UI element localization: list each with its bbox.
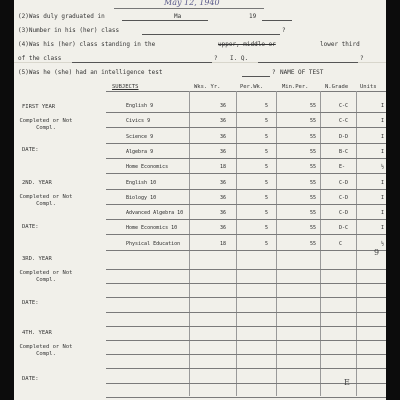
- year-date: DATE:: [22, 376, 39, 382]
- row-rule: [106, 173, 386, 174]
- cell-wks: 36: [220, 210, 227, 217]
- question-mark: ?: [272, 69, 276, 76]
- empty-row-rule: [106, 397, 386, 398]
- cell-units: ½: [381, 240, 385, 247]
- record-sheet: [14, 0, 386, 400]
- cell-min: 55: [310, 194, 317, 201]
- cell-grade: C-D: [339, 210, 349, 217]
- year-date: DATE:: [22, 147, 39, 153]
- year-date: DATE:: [22, 300, 39, 306]
- empty-row-rule: [106, 269, 386, 270]
- cell-subject: Civics 9: [126, 118, 151, 125]
- row-rule: [106, 127, 386, 128]
- question-mark: ?: [360, 55, 364, 62]
- cell-subject: Physical Education: [126, 240, 181, 247]
- cell-units: I: [381, 179, 385, 186]
- cell-grade: C-D: [339, 179, 349, 186]
- cell-subject: Home Economics 10: [126, 225, 178, 232]
- handwritten-date: May 12, 1940: [164, 0, 220, 7]
- cell-subject: Science 9: [126, 133, 154, 140]
- standing-line2: of the class: [18, 55, 62, 62]
- graduated-label: (2)Was duly graduated in: [18, 13, 105, 20]
- year-status: Completed or Not Compl.: [19, 270, 73, 283]
- row-rule: [106, 112, 386, 113]
- cell-per: 5: [265, 133, 269, 140]
- cell-units: I: [381, 194, 385, 201]
- col-grade: N.Grade: [325, 84, 349, 90]
- cell-units: ½: [381, 164, 385, 171]
- row-rule: [106, 219, 386, 220]
- cell-units: I: [381, 103, 385, 109]
- table-row: [14, 208, 386, 222]
- intel-test-label: (5)Was he (she) had an intelligence test: [18, 69, 163, 76]
- bottom-mark: E: [344, 378, 350, 387]
- table-row: [14, 178, 386, 192]
- year-status: Completed or Not Compl.: [19, 118, 73, 131]
- test-name-label: NAME OF TEST: [280, 69, 324, 76]
- cell-subject: Biology 10: [126, 194, 157, 201]
- row-rule: [106, 158, 386, 159]
- row-rule: [106, 204, 386, 205]
- cell-min: 55: [310, 148, 317, 155]
- col-min: Min.Per.: [282, 84, 309, 90]
- header-rule: [106, 91, 386, 92]
- table-row: [14, 101, 386, 115]
- intel-test-line: [242, 76, 270, 77]
- cell-subject: Advanced Algebra 10: [126, 210, 184, 217]
- cell-min: 55: [310, 225, 317, 232]
- cell-min: 55: [310, 210, 317, 217]
- class-number-label: (3)Number in his (her) class: [18, 27, 120, 34]
- cell-grade: D-C: [339, 225, 349, 232]
- empty-row-rule: [106, 283, 386, 284]
- cell-min: 55: [310, 179, 317, 186]
- table-row: [14, 147, 386, 161]
- cell-grade: E-: [339, 164, 346, 171]
- cell-units: I: [381, 118, 385, 125]
- table-row: [14, 193, 386, 207]
- cell-wks: 36: [220, 103, 227, 109]
- empty-row-rule: [106, 340, 386, 341]
- graduated-month: Ma: [174, 13, 182, 20]
- graduated-line: [122, 20, 208, 21]
- graduated-year-line: [262, 20, 292, 21]
- year-date: DATE:: [22, 224, 39, 230]
- row-rule: [106, 143, 386, 144]
- col-wks: Wks. Yr.: [194, 84, 221, 90]
- year-status: Completed or Not Compl.: [19, 344, 73, 357]
- cell-per: 5: [265, 225, 269, 232]
- cell-min: 55: [310, 164, 317, 171]
- empty-row-rule: [106, 312, 386, 313]
- col-subjects: SUBJECTS: [112, 84, 139, 90]
- top-answer-line: [114, 8, 264, 9]
- year-title: 2ND. YEAR: [22, 180, 52, 186]
- table-row: [14, 132, 386, 146]
- cell-wks: 18: [220, 240, 227, 247]
- cell-min: 55: [310, 103, 317, 109]
- cell-units: I: [381, 210, 385, 217]
- graduated-year: 19: [249, 13, 257, 20]
- cell-per: 5: [265, 179, 269, 186]
- cell-units: I: [381, 225, 385, 232]
- year-status: Completed or Not Compl.: [19, 194, 73, 207]
- cell-wks: 36: [220, 118, 227, 125]
- cell-wks: 36: [220, 194, 227, 201]
- standing-line: [72, 62, 212, 63]
- cell-per: 5: [265, 194, 269, 201]
- empty-row-rule: [106, 326, 386, 327]
- table-row: [14, 223, 386, 237]
- cell-min: 55: [310, 240, 317, 247]
- year-title: 4TH. YEAR: [22, 330, 52, 336]
- margin-mark: 9: [374, 248, 380, 257]
- row-rule: [106, 250, 386, 251]
- table-row: [14, 116, 386, 130]
- class-number-line: [142, 34, 280, 35]
- cell-wks: 36: [220, 148, 227, 155]
- cell-subject: English 10: [126, 179, 157, 186]
- cell-units: I: [381, 148, 385, 155]
- cell-grade: C: [339, 240, 343, 247]
- row-rule: [106, 189, 386, 190]
- cell-per: 5: [265, 210, 269, 217]
- cell-grade: C-D: [339, 194, 349, 201]
- cell-min: 55: [310, 118, 317, 125]
- col-units: Units: [360, 84, 377, 90]
- table-row: [14, 239, 386, 253]
- cell-wks: 36: [220, 133, 227, 140]
- cell-grade: C-C: [339, 103, 349, 109]
- cell-per: 5: [265, 164, 269, 171]
- standing-label-a: (4)Was his (her) class standing in the: [18, 41, 156, 48]
- cell-units: I: [381, 133, 385, 140]
- cell-grade: C-C: [339, 118, 349, 125]
- cell-per: 5: [265, 148, 269, 155]
- year-title: 3RD. YEAR: [22, 256, 52, 262]
- cell-wks: 18: [220, 164, 227, 171]
- cell-per: 5: [265, 118, 269, 125]
- iq-label: I. Q.: [230, 55, 249, 62]
- empty-row-rule: [106, 354, 386, 355]
- cell-subject: English 9: [126, 103, 154, 109]
- cell-wks: 36: [220, 179, 227, 186]
- cell-min: 55: [310, 133, 317, 140]
- empty-row-rule: [106, 297, 386, 298]
- question-mark: ?: [214, 55, 218, 62]
- col-per: Per.Wk.: [240, 84, 264, 90]
- row-rule: [106, 234, 386, 235]
- cell-grade: D-D: [339, 133, 349, 140]
- standing-strike: upper, middle or: [218, 41, 276, 48]
- year-title: FIRST YEAR: [22, 104, 56, 110]
- standing-label-b: lower third: [320, 41, 360, 48]
- cell-per: 5: [265, 240, 269, 247]
- cell-subject: Algebra 9: [126, 148, 154, 155]
- cell-wks: 36: [220, 225, 227, 232]
- cell-subject: Home Economics: [126, 164, 169, 171]
- table-row: [14, 162, 386, 176]
- question-mark: ?: [282, 27, 286, 34]
- empty-row-rule: [106, 368, 386, 369]
- iq-line: [258, 62, 358, 63]
- cell-per: 5: [265, 103, 269, 109]
- cell-grade: B-C: [339, 148, 349, 155]
